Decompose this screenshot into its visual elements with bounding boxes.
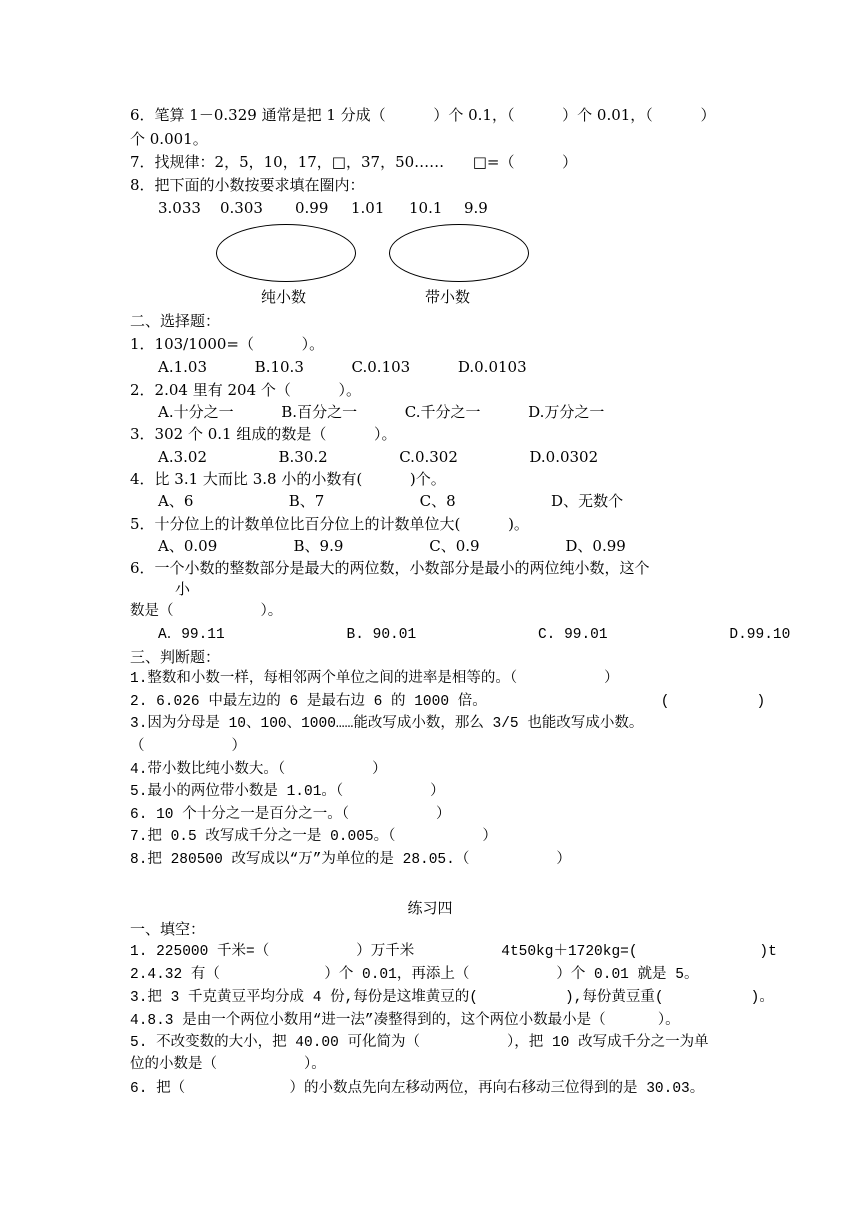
- choice-q1: 1．103/1000=（ ）。: [130, 335, 325, 353]
- pure-decimal-label: 纯小数: [261, 288, 307, 306]
- pure-decimal-oval: [216, 224, 356, 282]
- decimal-item: 1.01: [351, 199, 385, 217]
- choice-q6-options: A．99.11 B. 90.01 C. 99.01 D.99.10: [158, 627, 791, 643]
- choice-q3-options: A.3.02 B.30.2 C.0.302 D.0.0302: [158, 448, 599, 466]
- choice-q5: 5．十分位上的计数单位比百分位上的计数单位大( )。: [130, 515, 529, 533]
- fill-q8: 8．把下面的小数按要求填在圈内：: [130, 176, 365, 194]
- choice-q4: 4．比 3.1 大而比 3.8 小的小数有( )个。: [130, 470, 446, 488]
- judge-item: 1.整数和小数一样，每相邻两个单位之间的进率是相等的。（ ）: [130, 671, 619, 687]
- choice-q5-options: A、0.09 B、9.9 C、0.9 D、0.99: [158, 537, 626, 555]
- fill-item: 5. 不改变数的大小，把 40.00 可化简为（ ），把 10 改写成千分之一为单: [130, 1035, 709, 1051]
- fill-item: 1. 225000 千米=（ ）万千米 4t50kg＋1720kg=( )t: [130, 944, 777, 960]
- judge-item: 4.带小数比纯小数大。（ ）: [130, 762, 387, 778]
- choice-q6-line2: 数是（ ）。: [130, 604, 283, 620]
- fill-item: 4.8.3 是由一个两位小数用“进一法”凑整得到的，这个两位小数最小是（ ）。: [130, 1013, 680, 1029]
- choice-q2-options: A.十分之一 B.百分之一 C.千分之一 D.万分之一: [158, 403, 605, 421]
- judge-item: 5.最小的两位带小数是 1.01。（ ）: [130, 784, 445, 800]
- decimal-item: 9.9: [464, 199, 488, 217]
- choice-q4-options: A、6 B、7 C、8 D、无数个: [158, 492, 624, 510]
- choice-q3: 3．302 个 0.1 组成的数是（ ）。: [130, 425, 397, 443]
- section-title-judge: 三、判断题：: [130, 648, 221, 666]
- decimal-item: 0.303: [220, 199, 263, 217]
- fill-q6-line2: 个 0.001。: [130, 130, 208, 148]
- judge-item: 7.把 0.5 改写成千分之一是 0.005。（ ）: [130, 829, 497, 845]
- judge-item: 2. 6.026 中最左边的 6 是最右边 6 的 1000 倍。 ( ): [130, 694, 766, 710]
- decimal-item: 3.033: [158, 199, 201, 217]
- mixed-decimal-oval: [389, 224, 529, 282]
- judge-item: 8.把 280500 改写成以“万”为单位的是 28.05.（ ）: [130, 852, 571, 868]
- fill-q7: 7．找规律：2，5，10，17，□，37，50…… □=（ ）: [130, 153, 578, 171]
- judge-item: 3.因为分母是 10、100、1000……能改写成小数，那么 3/5 也能改写成小数。: [130, 716, 644, 732]
- choice-q6-line1-wrap: 小: [175, 580, 191, 598]
- section-title-choice: 二、选择题：: [130, 312, 221, 330]
- choice-q2: 2．2.04 里有 204 个（ ）。: [130, 381, 362, 399]
- fill-item: 2.4.32 有（ ）个 0.01，再添上（ ）个 0.01 就是 5。: [130, 967, 699, 983]
- mixed-decimal-label: 带小数: [425, 288, 471, 306]
- fill-item-continued: 位的小数是（ ）。: [130, 1057, 326, 1073]
- fill-item: 6. 把（ ）的小数点先向左移动两位，再向右移动三位得到的是 30.03。: [130, 1081, 705, 1097]
- section-title-fill: 一、填空：: [130, 920, 206, 938]
- judge-item: 6. 10 个十分之一是百分之一。（ ）: [130, 807, 451, 823]
- practice-title: 练习四: [407, 899, 453, 917]
- decimal-item: 0.99: [295, 199, 329, 217]
- choice-q6-line1: 6．一个小数的整数部分是最大的两位数，小数部分是最小的两位纯小数，这个: [130, 559, 650, 577]
- fill-item: 3.把 3 千克黄豆平均分成 4 份,每份是这堆黄豆的( ),每份黄豆重( )。: [130, 990, 774, 1006]
- decimal-item: 10.1: [409, 199, 443, 217]
- fill-q6-line1: 6．笔算 1－0.329 通常是把 1 分成（ ）个 0.1，（ ）个 0.01，（ ）: [130, 106, 716, 124]
- judge-item-continued: （ ）: [130, 739, 247, 755]
- choice-q1-options: A.1.03 B.10.3 C.0.103 D.0.0103: [158, 358, 527, 376]
